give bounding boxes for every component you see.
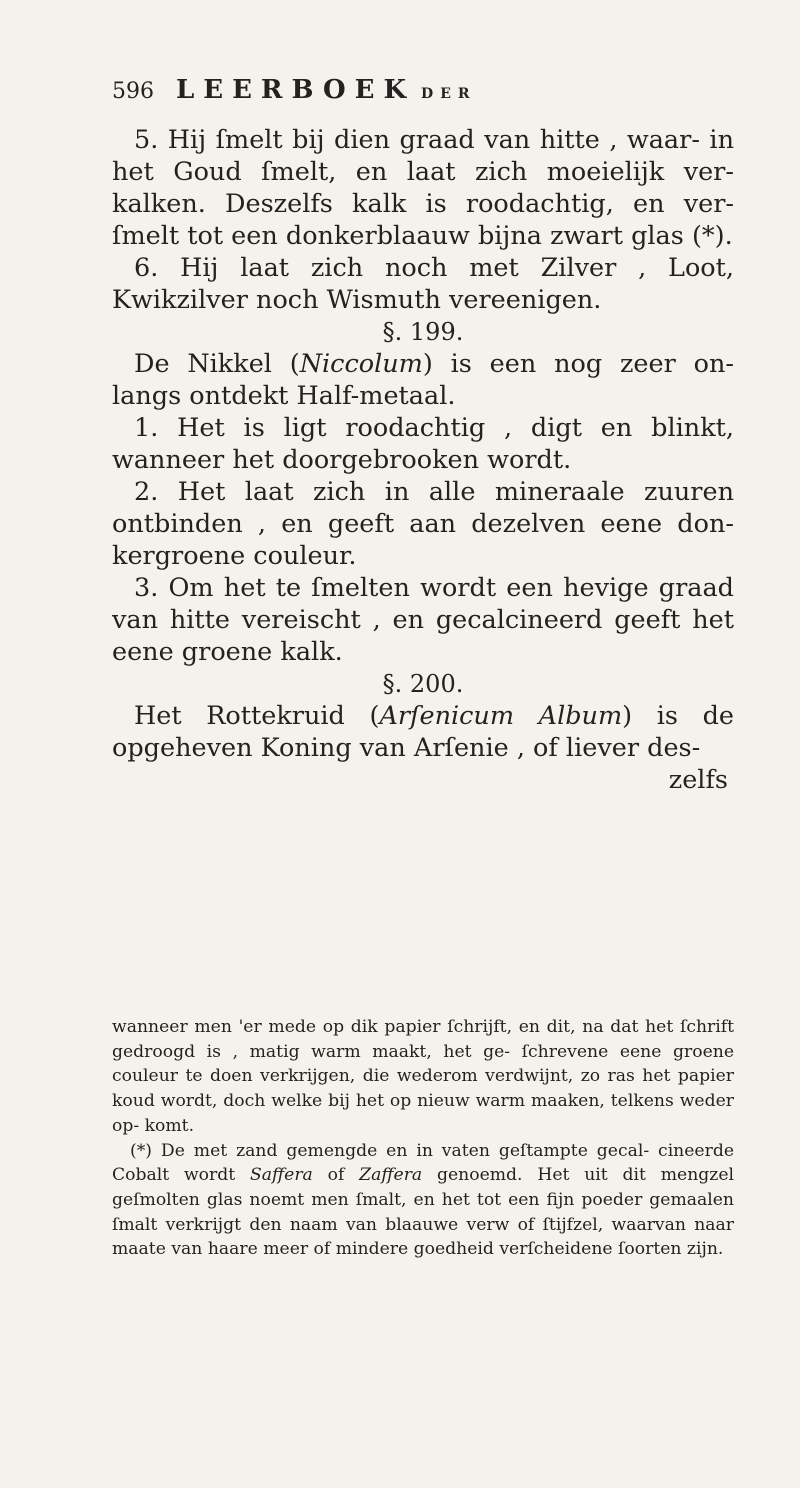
- footnote-continuation: wanneer men 'er mede op dik papier ſchrijft, en dit, na dat het ſchrift gedroogd is , matig warm maakt, het ge- ſchrevene eene groene couleur te doen verkrijgen, die wederom verdwijnt, zo ras het papier koud wordt, doch welke bij het op nieuw warm maaken, telkens weder op- komt.: [112, 1017, 734, 1136]
- footnote-term-zaffera: Zaffera: [359, 1165, 423, 1186]
- paragraph-5: 5. Hij ſmelt bij dien graad van hitte , waar- in het Goud ſmelt, en laat zich moeielijk ver- kalken. Deszelfs kalk is roodachtig, en ver- ſmelt tot een donkerblaauw bijna zwart glas (*).: [112, 125, 734, 251]
- nikkel-text-b: ) is een nog zeer on- langs ontdekt Half-metaal.: [112, 349, 734, 411]
- header-title-small: DER: [421, 86, 477, 102]
- rott-text-b: ) is de opgeheven Koning van Arſenie , of liever des-: [112, 701, 734, 763]
- rott-text-a: Het Rottekruid (: [134, 701, 380, 731]
- footnote-star: [112, 1139, 734, 1263]
- page-number: 596: [112, 79, 154, 104]
- nikkel-text-a: De Nikkel (: [134, 349, 300, 379]
- paragraph-nikkel: [112, 348, 734, 412]
- running-header: [112, 70, 712, 110]
- paragraph-nikkel-2: 2. Het laat zich in alle mineraale zuuren ontbinden , en geeft aan dezelven eene don- kergroene couleur.: [112, 477, 734, 571]
- rott-latin: Arſenicum Album: [379, 701, 623, 731]
- main-text: [112, 124, 734, 796]
- section-heading-199: §. 199.: [382, 318, 464, 346]
- paragraph-6: 6. Hij laat zich noch met Zilver , Loot, Kwikzilver noch Wismuth vereenigen.: [112, 253, 734, 315]
- footnote-text-b: of: [312, 1165, 360, 1186]
- nikkel-latin: Niccolum: [299, 349, 423, 379]
- header-title: LEERBOEK: [176, 75, 416, 105]
- catchword: zelfs: [668, 765, 728, 795]
- paragraph-rottekruid: [112, 700, 734, 764]
- footnote-term-saffera: Saffera: [249, 1165, 313, 1186]
- footnotes: [112, 1015, 734, 1262]
- footnote-text-a: (*) De met zand gemengde en in vaten geſtampte gecal- cineerde Cobalt wordt: [112, 1140, 734, 1186]
- section-heading-200: §. 200.: [382, 670, 464, 698]
- footnote-text-c: genoemd. Het uit dit mengzel geſmolten glas noemt men ſmalt, en het tot een fijn poeder gemaalen ſmalt verkrijgt den naam van blaauwe verw of ſtijfzel, waarvan naar maate van haare meer of mindere goedheid verſcheidene ſoorten zijn.: [112, 1165, 734, 1260]
- paragraph-nikkel-1: 1. Het is ligt roodachtig , digt en blinkt, wanneer het doorgebrooken wordt.: [112, 413, 734, 475]
- paragraph-nikkel-3: 3. Om het te ſmelten wordt een hevige graad van hitte vereischt , en gecalcineerd geeft het eene groene kalk.: [112, 573, 734, 667]
